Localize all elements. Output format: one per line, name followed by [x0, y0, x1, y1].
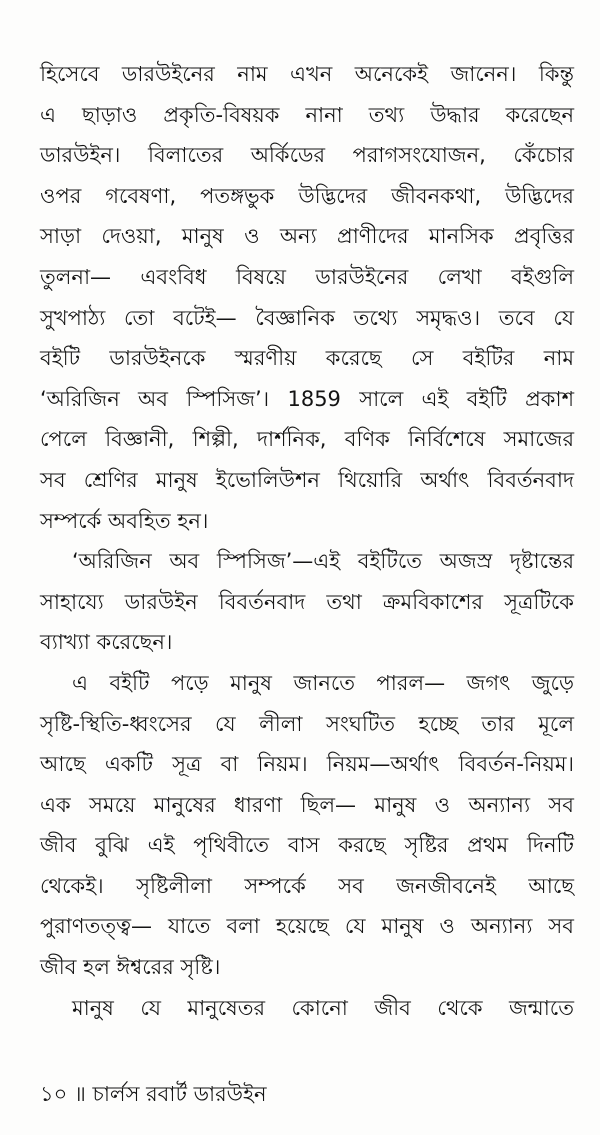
text-line: ব্যাখ্যা করেছেন।	[40, 630, 173, 655]
text-line: সম্পর্কে অবহিত হন।	[40, 508, 209, 533]
paragraph-2	[40, 541, 574, 663]
text-line: ডারউইন। বিলাতের অর্কিডের পরাগসংযোজন, কেঁচোর	[40, 143, 574, 168]
text-line: আছে একটি সূত্র বা নিয়ম। নিয়ম—অর্থাৎ বিবর্তন-নিয়ম।	[40, 752, 574, 777]
page-footer: ১০ ॥ চার্লস রবার্ট ডারউইন	[40, 1082, 267, 1106]
text-line: তুলনা— এবংবিধ বিষয়ে ডারউইনের লেখা বইগুলি	[40, 264, 574, 289]
text-line: ‘অরিজিন অব স্পিসিজ’—এই বইটিতে অজস্র দৃষ্টান্তের	[72, 549, 574, 574]
text-line: সব শ্রেণির মানুষ ইভোলিউশন থিয়োরি অর্থাৎ বিবর্তনবাদ	[40, 467, 574, 492]
text-line: এক সময়ে মানুষের ধারণা ছিল— মানুষ ও অন্যান্য সব	[40, 792, 574, 817]
text-line: সৃষ্টি-স্থিতি-ধ্বংসের যে লীলা সংঘটিত হচ্ছে তার মূলে	[40, 711, 574, 736]
paragraph-1	[40, 54, 574, 541]
text-line: এ বইটি পড়ে মানুষ জানতে পারল— জগৎ জুড়ে	[72, 670, 574, 695]
text-line: সুখপাঠ্য তো বটেই— বৈজ্ঞানিক তথ্যে সমৃদ্ধও। তবে যে	[40, 305, 574, 330]
body-text	[40, 54, 574, 1028]
text-line: পেলে বিজ্ঞানী, শিল্পী, দার্শনিক, বণিক নির্বিশেষে সমাজের	[40, 427, 574, 452]
paragraph-3	[40, 663, 574, 988]
text-line: ‘অরিজিন অব স্পিসিজ’। 1859 সালে এই বইটি প্রকাশ	[40, 386, 574, 411]
paragraph-4	[40, 988, 574, 1029]
text-line: হিসেবে ডারউইনের নাম এখন অনেকেই জানেন। কিন্তু	[40, 62, 574, 86]
text-line: জীব হল ঈশ্বরের সৃষ্টি।	[40, 955, 221, 980]
text-line: মানুষ যে মানুষেতর কোনো জীব থেকে জন্মাতে	[72, 995, 574, 1020]
text-line: ওপর গবেষণা, পতঙ্গভুক উদ্ভিদের জীবনকথা, উদ্ভিদের	[40, 183, 574, 208]
text-line: সাহায্যে ডারউইন বিবর্তনবাদ তথা ক্রমবিকাশের সূত্রটিকে	[40, 589, 574, 614]
text-line: পুরাণতত্ত্ব— যাতে বলা হয়েছে যে মানুষ ও অন্যান্য সব	[40, 914, 574, 939]
text-line: সাড়া দেওয়া, মানুষ ও অন্য প্রাণীদের মানসিক প্রবৃত্তির	[40, 224, 574, 249]
text-line: বইটি ডারউইনকে স্মরণীয় করেছে সে বইটির নাম	[40, 346, 574, 371]
text-line: এ ছাড়াও প্রকৃতি-বিষয়ক নানা তথ্য উদ্ধার করেছেন	[40, 102, 574, 127]
text-line: জীব বুঝি এই পৃথিবীতে বাস করছে সৃষ্টির প্রথম দিনটি	[40, 833, 574, 858]
text-line: থেকেই। সৃষ্টিলীলা সম্পর্কে সব জনজীবনেই আছে	[40, 873, 574, 898]
